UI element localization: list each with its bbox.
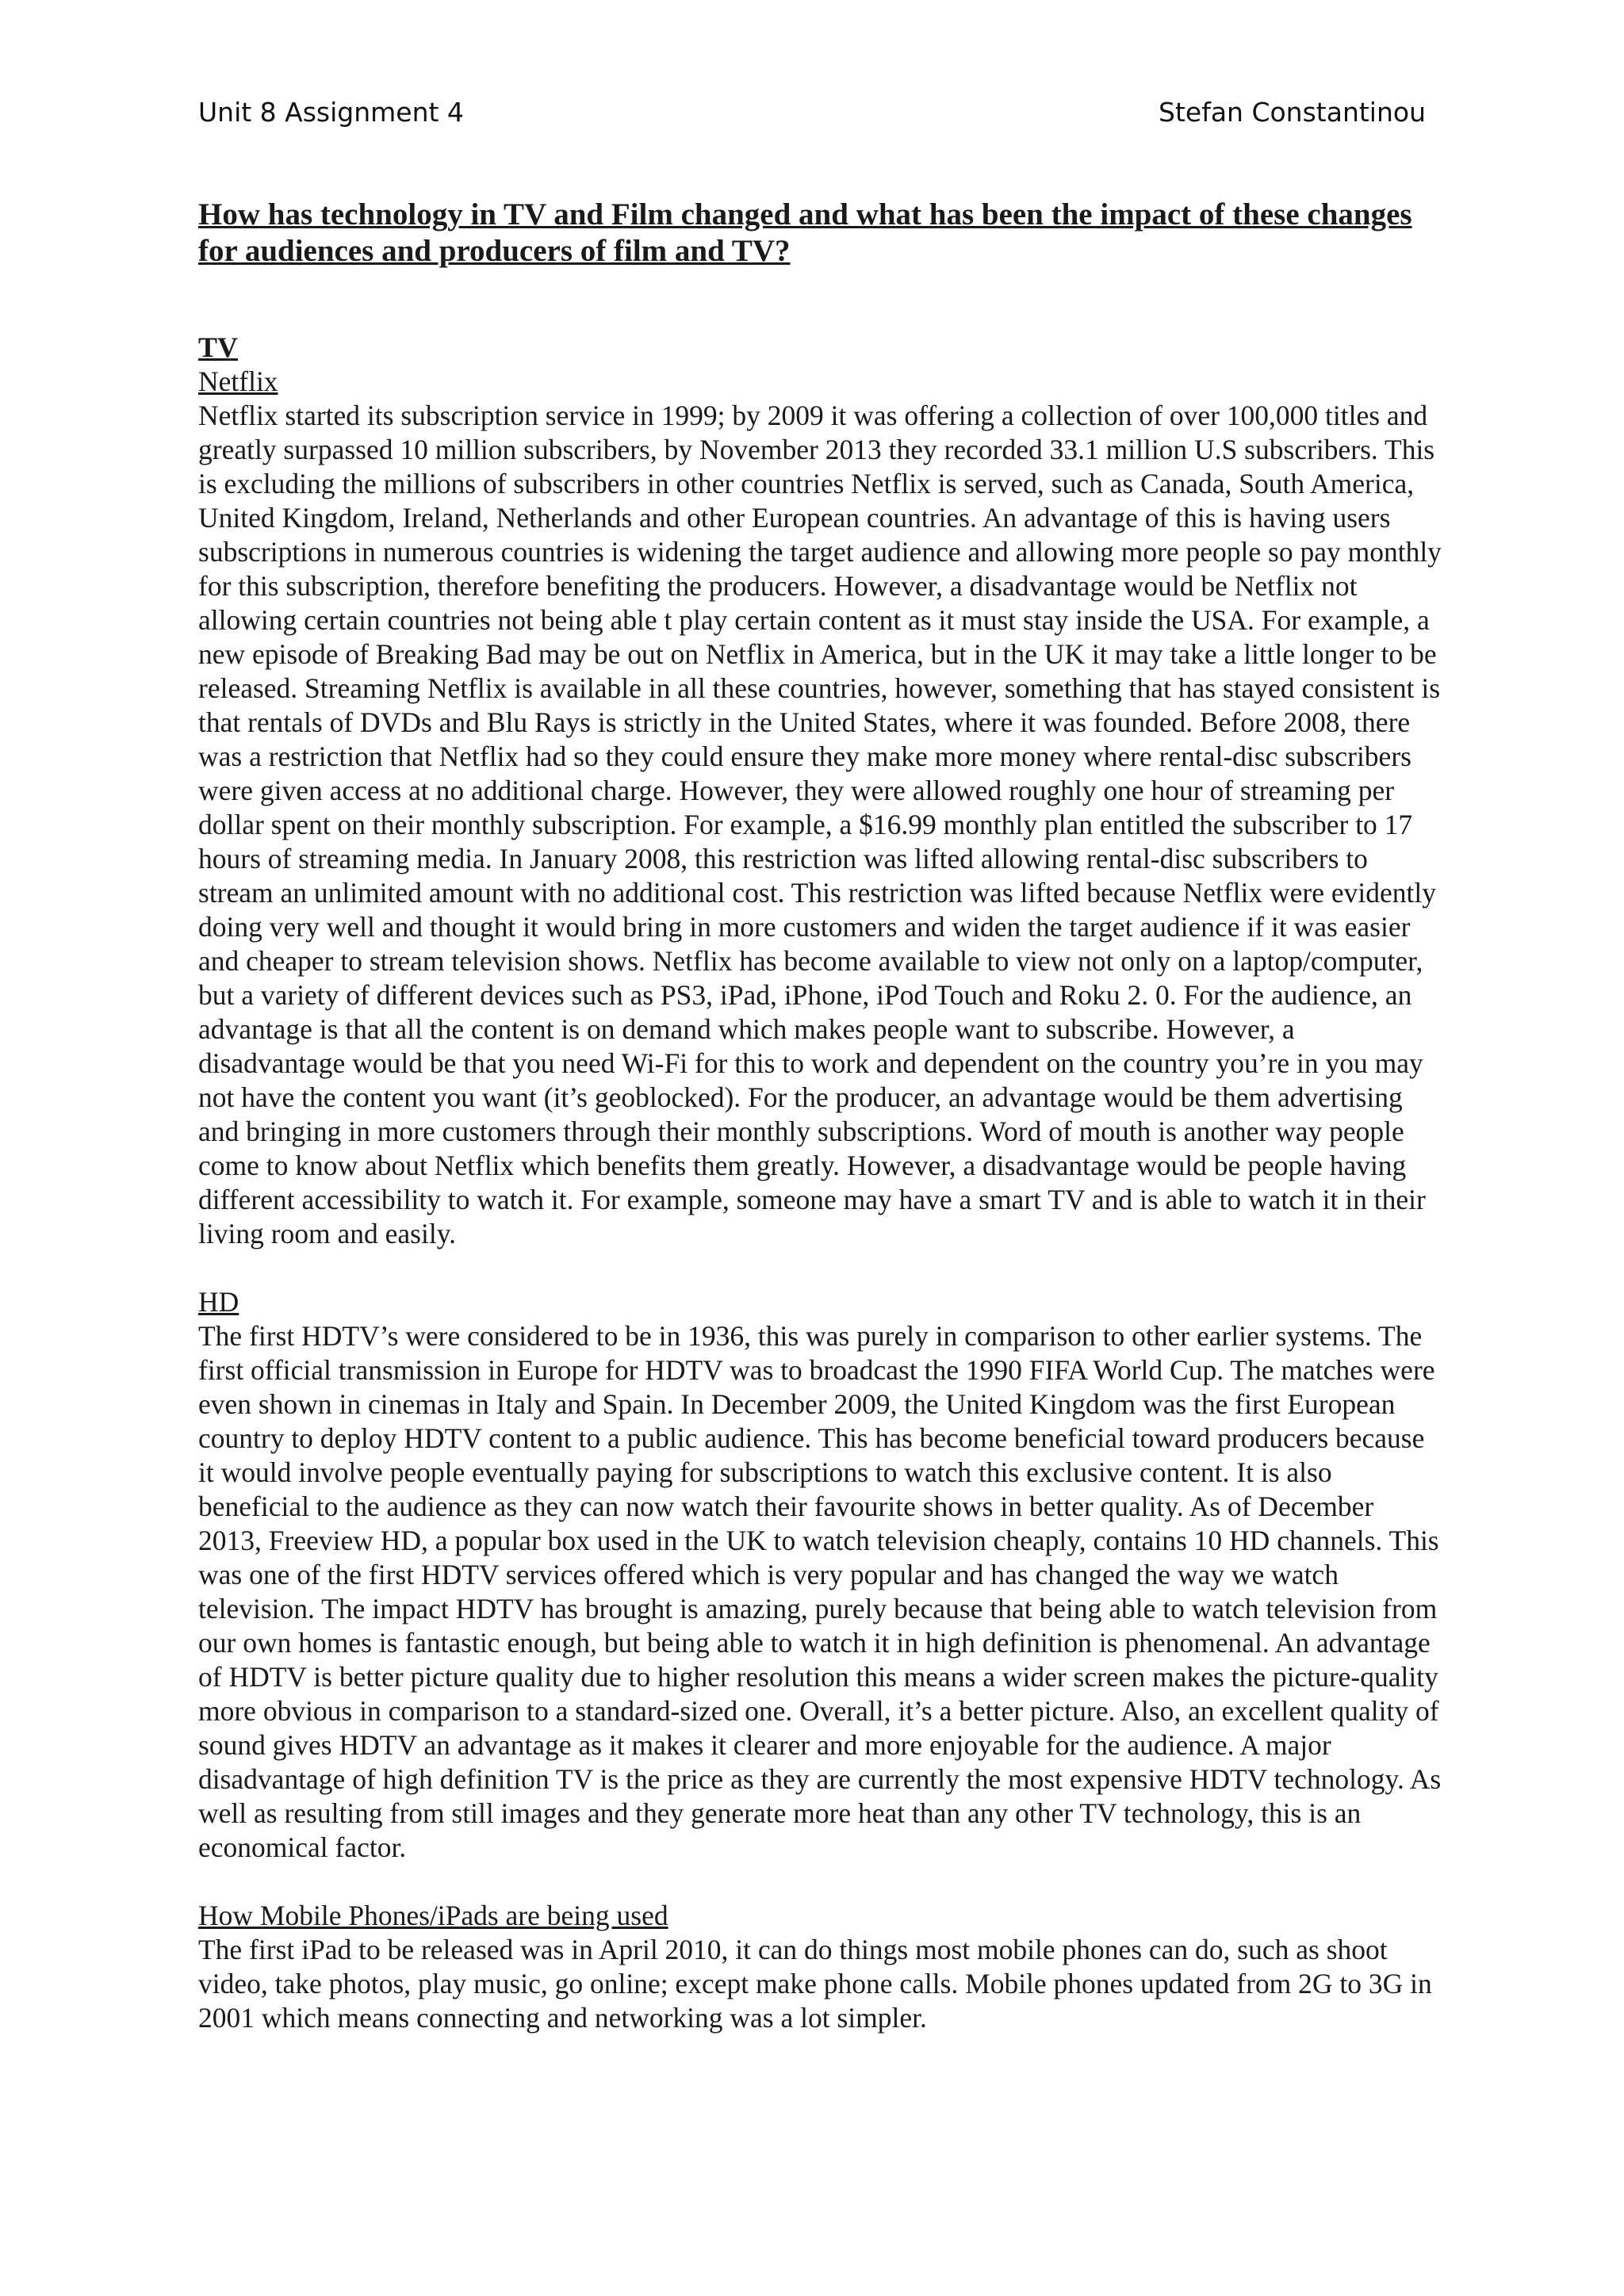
subheading-netflix: Netflix [198,365,278,397]
header-unit-label: Unit 8 Assignment 4 [198,97,464,128]
spacer [198,1251,1443,1285]
document-title: How has technology in TV and Film changed and what has been the impact of these changes for audiences and producers of film and TV? [198,197,1412,268]
paragraph-hd: The first HDTV’s were considered to be in 1936, this was purely in comparison to other earlier systems. The first official transmission in Europe for HDTV was to broadcast the 1990 FIFA World Cup. The matches were even shown in cinemas in Italy and Spain. In December 2009, the United Kingdom was the first European country to deploy HDTV content to a public audience. This has become beneficial toward producers because it would involve people eventually paying for subscriptions to watch this exclusive content. It is also beneficial to the audience as they can now watch their favourite shows in better quality. As of December 2013, Freeview HD, a popular box used in the UK to watch television cheaply, contains 10 HD channels. This was one of the first HDTV services offered which is very popular and has changed the way we watch television. The impact HDTV has brought is amazing, purely because that being able to watch television from our own homes is fantastic enough, but being able to watch it in high definition is phenomenal. An advantage of HDTV is better picture quality due to higher resolution this means a wider screen makes the picture-quality more obvious in comparison to a standard-sized one. Overall, it’s a better picture. Also, an excellent quality of sound gives HDTV an advantage as it makes it clearer and more enjoyable for the audience. A major disadvantage of high definition TV is the price as they are currently the most expensive HDTV technology. As well as resulting from still images and they generate more heat than any other TV technology, this is an economical factor. [198,1320,1442,1863]
paragraph-netflix: Netflix started its subscription service in 1999; by 2009 it was offering a collection of over 100,000 titles and greatly surpassed 10 million subscribers, by November 2013 they recorded 33.1 million U.S subscribers. This is excluding the millions of subscribers in other countries Netflix is served, such as Canada, South America, United Kingdom, Ireland, Netherlands and other European countries. An advantage of this is having users subscriptions in numerous countries is widening the target audience and allowing more people so pay monthly for this subscription, therefore benefiting the producers. However, a disadvantage would be Netflix not allowing certain countries not being able t play certain content as it must stay inside the USA. For example, a new episode of Breaking Bad may be out on Netflix in America, but in the UK it may take a little longer to be released. Streaming Netflix is available in all these countries, however, something that has stayed consistent is that rentals of DVDs and Blu Rays is strictly in the United States, where it was founded. Before 2008, there was a restriction that Netflix had so they could ensure they make more money where rental-disc subscribers were given access at no additional charge. However, they were allowed roughly one hour of streaming per dollar spent on their monthly subscription. For example, a $16.99 monthly plan entitled the subscriber to 17 hours of streaming media. In January 2008, this restriction was lifted allowing rental-disc subscribers to stream an unlimited amount with no additional cost. This restriction was lifted because Netflix were evidently doing very well and thought it would bring in more customers and widen the target audience if it was easier and cheaper to stream television shows. Netflix has become available to view not only on a laptop/computer, but a variety of different devices such as PS3, iPad, iPhone, iPod Touch and Roku 2. 0. For the audience, an advantage is that all the content is on demand which makes people want to subscribe. However, a disadvantage would be that you need Wi-Fi for this to work and dependent on the country you’re in you may not have the content you want (it’s geoblocked). For the producer, an advantage would be them advertising and bringing in more customers through their monthly subscriptions. Word of mouth is another way people come to know about Netflix which benefits them greatly. However, a disadvantage would be people having different accessibility to watch it. For example, someone may have a smart TV and is able to watch it in their living room and easily. [198,400,1442,1249]
spacer [198,1865,1443,1899]
spacer [198,270,1443,331]
section-heading-tv: TV [198,331,239,363]
subheading-hd: HD [198,1286,239,1318]
page-header [198,97,1426,128]
document-body [198,197,1443,2035]
header-author-name: Stefan Constantinou [1159,97,1426,128]
paragraph-mobile: The first iPad to be released was in April 2010, it can do things most mobile phones can do, such as shoot video, take photos, play music, go online; except make phone calls. Mobile phones updated from 2G to 3G in 2001 which means connecting and networking was a lot simpler. [198,1934,1432,2034]
subheading-mobile: How Mobile Phones/iPads are being used [198,1900,668,1931]
